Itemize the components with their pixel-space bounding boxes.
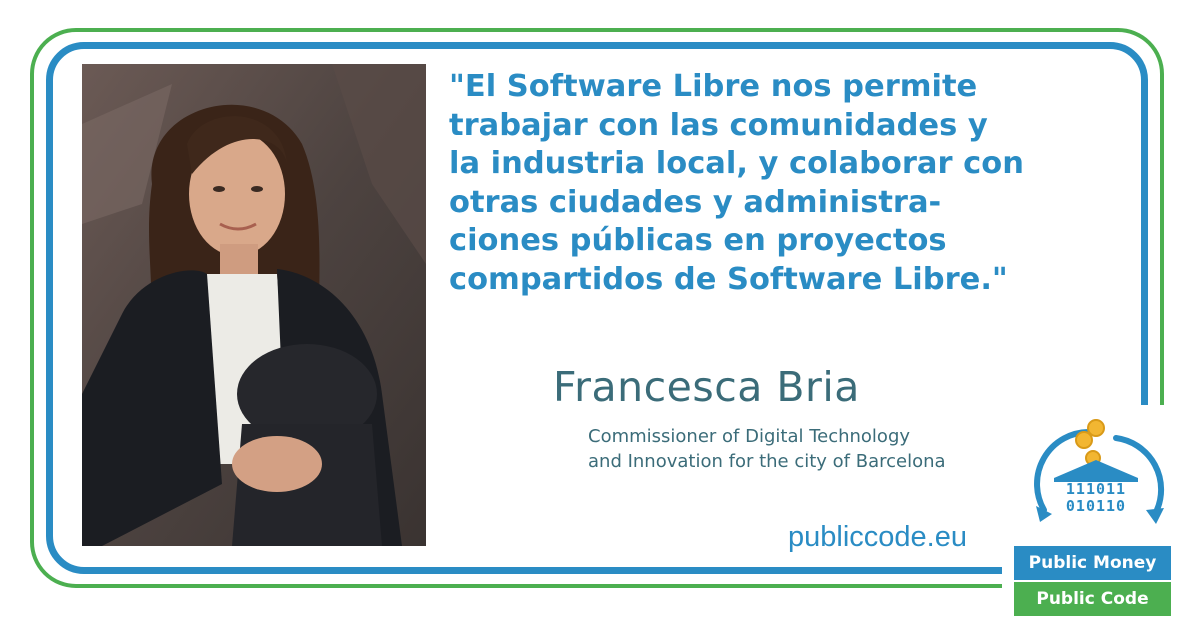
coin-icon	[1076, 432, 1092, 448]
publiccode-link[interactable]: publiccode.eu	[788, 521, 967, 553]
person-name: Francesca Bria	[553, 363, 860, 411]
quote-line: otras ciudades y administra-	[449, 184, 942, 220]
public-code-badge: Public Code	[1014, 582, 1171, 616]
quote-line: "El Software Libre nos permite	[449, 69, 978, 104]
binary-line: 111011	[1065, 480, 1127, 498]
person-role	[588, 424, 946, 474]
binary-digits	[1048, 481, 1144, 515]
quote-line: ciones públicas en proyectos	[449, 223, 947, 258]
coin-icon	[1088, 420, 1104, 436]
portrait-photo	[82, 64, 426, 546]
quote-line: la industria local, y colaborar con	[449, 146, 1024, 181]
pmpc-logo-graphic	[1018, 414, 1178, 534]
building-roof-icon	[1054, 460, 1138, 478]
person-role-line: Commissioner of Digital Technology	[588, 426, 911, 447]
public-money-badge: Public Money	[1014, 546, 1171, 580]
quote-line: compartidos de Software Libre."	[449, 261, 1008, 297]
quote-text	[449, 68, 1139, 299]
binary-line: 010110	[1065, 497, 1127, 515]
cycle-arrowhead-right-icon	[1146, 508, 1164, 524]
quote-line: trabajar con las comunidades y	[449, 107, 988, 143]
person-role-line: and Innovation for the city of Barcelona	[588, 451, 946, 472]
